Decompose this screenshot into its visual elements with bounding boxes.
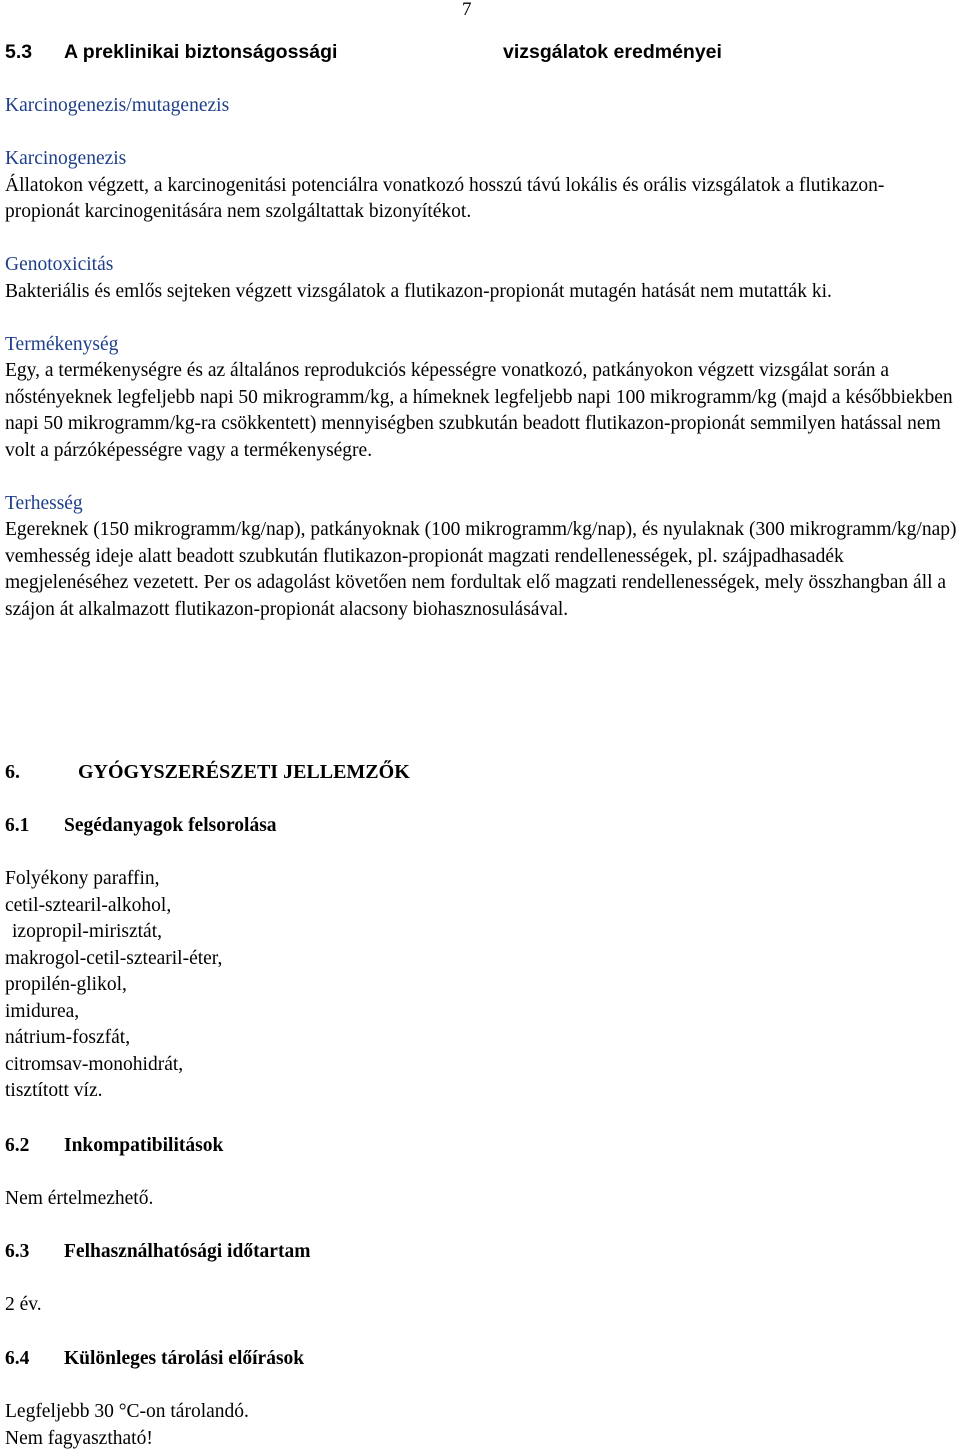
section-title: GYÓGYSZERÉSZETI JELLEMZŐK [78, 761, 410, 783]
subheading-karcinogenezis: Karcinogenezis [5, 148, 127, 169]
karcinogenezis-text: Állatokon végzett, a karcinogenitási potenciálra vonatkozó hosszú távú lokális és orális vizsgálatok a flutikazon-propionát karcinogenitására nem szolgáltattak bizonyítékot. [5, 174, 885, 222]
subheading-karcinogenezis-mutagenezis: Karcinogenezis/mutagenezis [5, 95, 230, 116]
section-title: Felhasználhatósági időtartam [64, 1241, 311, 1262]
list-item: citromsav-monohidrát, [5, 1053, 184, 1075]
subheading-termekenyseg: Termékenység [5, 333, 119, 355]
section-6-4-text [5, 1399, 955, 1452]
termekenyseg-block [5, 332, 957, 465]
storage-line: Nem fagyasztható! [5, 1427, 153, 1449]
section-number: 6.3 [5, 1241, 30, 1262]
karcinogenezis-block [5, 146, 957, 226]
preclinical-content [5, 93, 957, 623]
page-number: 7 [462, 0, 472, 20]
terhesseg-text: Egereknek (150 mikrogramm/kg/nap), patkányoknak (100 mikrogramm/kg/nap), és nyulaknak (300 mikrogramm/kg/nap) vemhesség ideje alatt beadott szubkután flutikazon-propionát magzati rendellenességek, pl. szájpadhasadék megjelenéséhez vezetett. Per os adagolást követően nem fordultak elő magzati rendellenességek, mely összhangban áll a szájon át alkalmazott flutikazon-propionát alacsony biohasznosulásával. [5, 519, 957, 620]
storage-line: Legfeljebb 30 °C-on tárolandó. [5, 1401, 249, 1422]
genotoxicitas-text: Bakteriális és emlős sejteken végzett vizsgálatok a flutikazon-propionát mutagén hatását nem mutatták ki. [5, 280, 832, 302]
section-number: 6.1 [5, 815, 30, 836]
section-title-part-2: vizsgálatok eredményei [503, 41, 722, 63]
section-number: 6.2 [5, 1135, 30, 1156]
section-6-3-text: 2 év. [5, 1294, 42, 1315]
section-title: Különleges tárolási előírások [64, 1348, 305, 1369]
subheading-terhesseg: Terhesség [5, 492, 83, 514]
list-item: cetil-sztearil-alkohol, [5, 894, 172, 916]
list-item: imidurea, [5, 1000, 80, 1022]
section-number: 5.3 [5, 41, 33, 63]
list-item: makrogol-cetil-sztearil-éter, [5, 947, 223, 969]
section-title: Inkompatibilitások [64, 1135, 224, 1156]
section-number: 6.4 [5, 1348, 30, 1369]
list-item: tisztított víz. [5, 1080, 103, 1101]
list-item: nátrium-foszfát, [5, 1027, 131, 1048]
list-item: izopropil-mirisztát, [12, 921, 163, 942]
section-number: 6. [5, 761, 20, 783]
termekenyseg-text: Egy, a termékenységre és az általános reprodukciós képességre vonatkozó, patkányokon végzett vizsgálat során a nőstényeknek legfeljebb napi 50 mikrogramm/kg, a hímeknek legfeljebb napi 100 mikrogramm/kg (majd a későbbiekben napi 50 mikrogramm/kg-ra csökkentett) mennyiségben szubkután beadott flutikazon-propionát semmilyen hatással nem volt a párzóképességre vagy a termékenységre. [5, 360, 953, 461]
terhesseg-block [5, 491, 957, 624]
section-title: Segédanyagok felsorolása [64, 815, 277, 836]
section-title-part-1: A preklinikai biztonságossági [64, 41, 338, 63]
list-item: Folyékony paraffin, [5, 868, 160, 889]
subheading-genotoxicitas: Genotoxicitás [5, 254, 114, 275]
list-item: propilén-glikol, [5, 974, 127, 995]
section-6-2-text: Nem értelmezhető. [5, 1188, 154, 1209]
genotoxicitas-block [5, 252, 957, 305]
excipient-list [5, 866, 955, 1105]
